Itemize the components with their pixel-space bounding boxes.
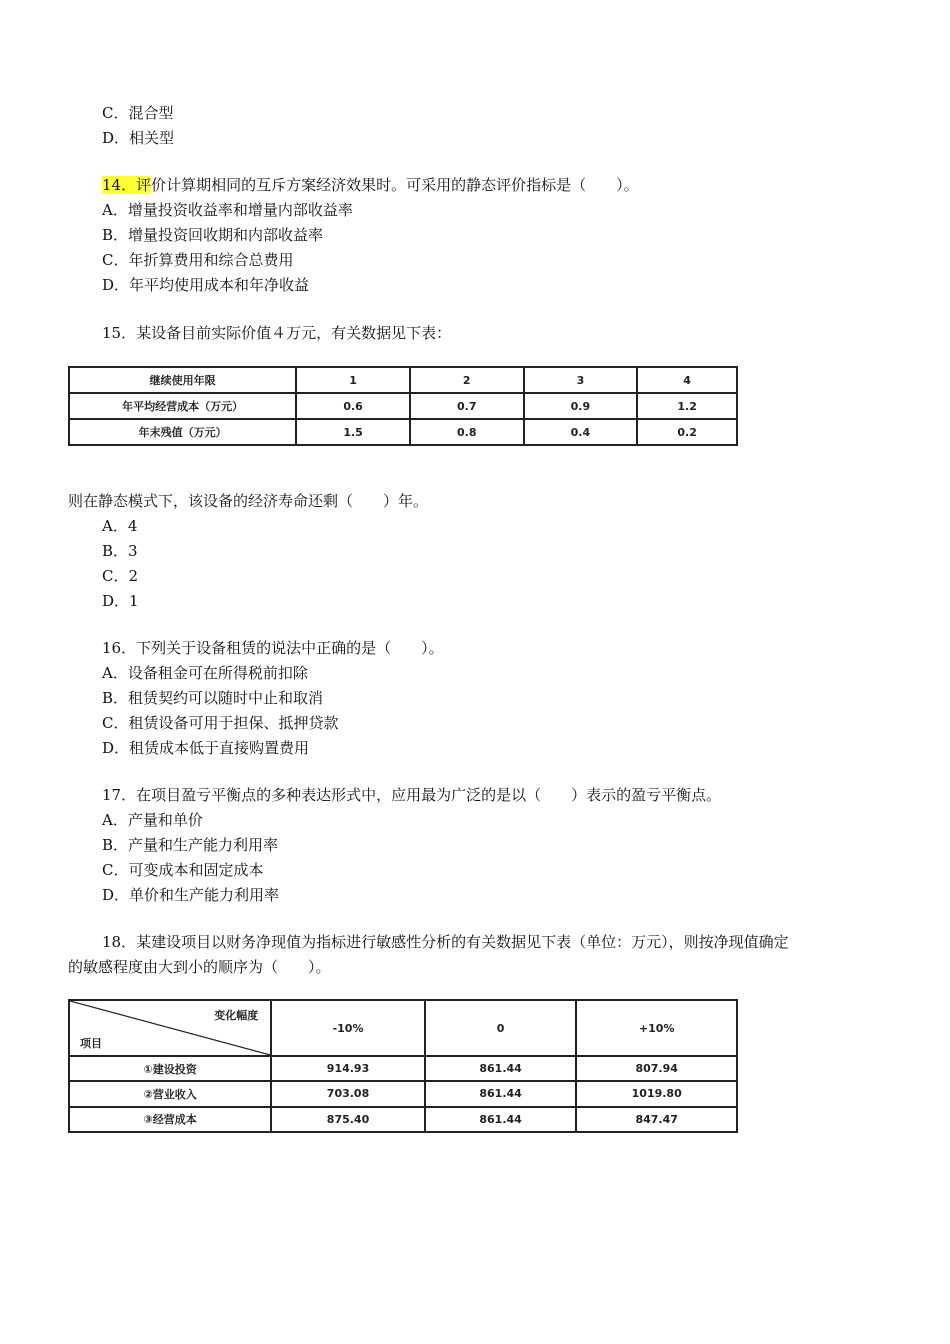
table-header-cell: 3 <box>524 367 638 393</box>
table-header-cell: 0 <box>425 1000 577 1056</box>
table-header-cell: 4 <box>637 367 737 393</box>
table-row-label: 年末残值（万元） <box>69 419 296 445</box>
q18-stem-line1: 18．某建设项目以财务净现值为指标进行敏感性分析的有关数据见下表（单位：万元），则按净现值确定 <box>102 933 789 951</box>
table-cell: 807.94 <box>576 1056 737 1081</box>
table-cell: 875.40 <box>271 1107 425 1132</box>
table-cell: 1.5 <box>296 419 410 445</box>
q14-option-d: D．年平均使用成本和年净收益 <box>102 276 310 294</box>
table-row-label: ①建设投资 <box>69 1056 271 1081</box>
table-cell: 0.9 <box>524 393 638 419</box>
q14-stem <box>102 175 639 195</box>
table-header-cell: +10% <box>576 1000 737 1056</box>
q15-option-c: C．2 <box>102 567 139 585</box>
table-row <box>69 367 737 393</box>
q13-option-c: C．混合型 <box>102 104 174 122</box>
table-header-cell: 继续使用年限 <box>69 367 296 393</box>
table-row-label: ③经营成本 <box>69 1107 271 1132</box>
table-cell: 1019.80 <box>576 1081 737 1106</box>
table-row <box>69 1000 737 1056</box>
q17-option-a: A．产量和单价 <box>102 811 203 829</box>
table-header-cell: 2 <box>410 367 524 393</box>
q15-stem: 15．某设备目前实际价值４万元，有关数据见下表： <box>102 324 452 342</box>
corner-bottom-label: 项目 <box>80 1037 102 1050</box>
table-cell: 0.7 <box>410 393 524 419</box>
table-cell: 0.2 <box>637 419 737 445</box>
table-cell: 0.4 <box>524 419 638 445</box>
table-cell: 914.93 <box>271 1056 425 1081</box>
table-cell: 0.8 <box>410 419 524 445</box>
corner-top-label: 变化幅度 <box>214 1009 259 1022</box>
q16-option-b: B．租赁契约可以随时中止和取消 <box>102 689 324 707</box>
table-row <box>69 1081 737 1106</box>
table-row <box>69 419 737 445</box>
q18-stem-line2: 的敏感程度由大到小的顺序为（ ）。 <box>68 958 331 976</box>
q17-stem: 17．在项目盈亏平衡点的多种表达形式中，应用最为广泛的是以（ ）表示的盈亏平衡点。 <box>102 786 722 804</box>
q14-option-b: B．增量投资回收期和内部收益率 <box>102 226 324 244</box>
table-row <box>69 1107 737 1132</box>
q14-option-a: A．增量投资收益率和增量内部收益率 <box>102 201 353 219</box>
q13-option-d: D．相关型 <box>102 129 175 147</box>
table-cell: 0.6 <box>296 393 410 419</box>
q15-option-a: A．4 <box>102 517 138 535</box>
table-row <box>69 393 737 419</box>
q15-option-b: B．3 <box>102 542 138 560</box>
q15-data-table <box>68 366 738 446</box>
table-row <box>69 1056 737 1081</box>
table-cell: 861.44 <box>425 1056 577 1081</box>
table-header-cell: -10% <box>271 1000 425 1056</box>
q16-option-c: C．租赁设备可用于担保、抵押贷款 <box>102 714 339 732</box>
table-corner-cell <box>69 1000 271 1056</box>
q17-option-d: D．单价和生产能力利用率 <box>102 886 280 904</box>
q16-option-d: D．租赁成本低于直接购置费用 <box>102 739 310 757</box>
table-cell: 861.44 <box>425 1081 577 1106</box>
q14-highlight: 14．评 <box>102 176 152 194</box>
q16-stem: 16．下列关于设备租赁的说法中正确的是（ ）。 <box>102 639 444 657</box>
table-header-cell: 1 <box>296 367 410 393</box>
table-cell: 1.2 <box>637 393 737 419</box>
q18-sensitivity-table <box>68 999 738 1133</box>
q14-stem-text: 价计算期相同的互斥方案经济效果时。可采用的静态评价指标是（ ）。 <box>151 176 639 194</box>
table-cell: 703.08 <box>271 1081 425 1106</box>
q17-option-c: C．可变成本和固定成本 <box>102 861 264 879</box>
table-cell: 861.44 <box>425 1107 577 1132</box>
q15-stem2: 则在静态模式下，该设备的经济寿命还剩（ ）年。 <box>68 492 429 510</box>
q15-option-d: D．1 <box>102 592 139 610</box>
q14-option-c: C．年折算费用和综合总费用 <box>102 251 294 269</box>
table-row-label: ②营业收入 <box>69 1081 271 1106</box>
q17-option-b: B．产量和生产能力利用率 <box>102 836 279 854</box>
table-cell: 847.47 <box>576 1107 737 1132</box>
table-row-label: 年平均经营成本（万元） <box>69 393 296 419</box>
q16-option-a: A．设备租金可在所得税前扣除 <box>102 664 308 682</box>
